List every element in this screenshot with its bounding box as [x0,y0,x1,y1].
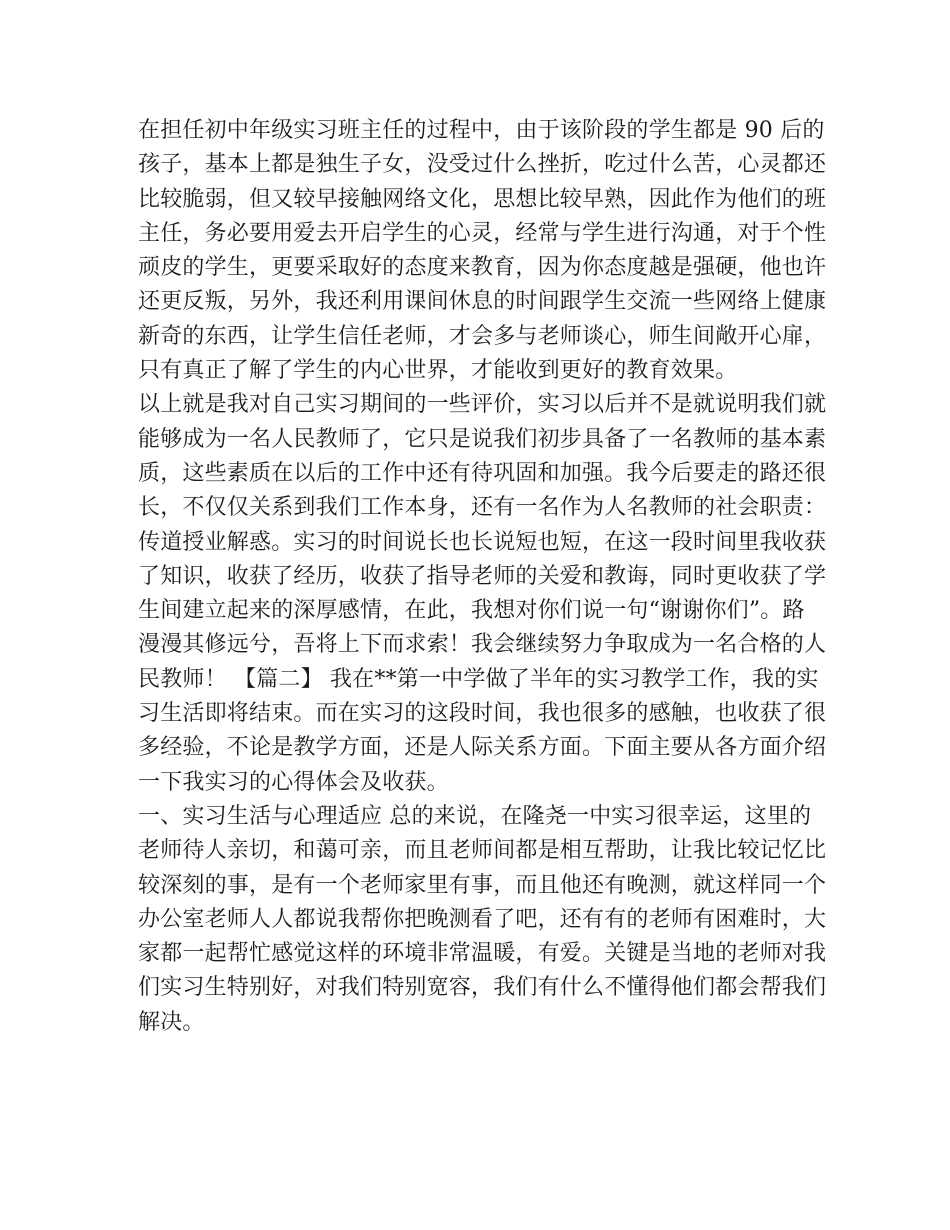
text-line: 在担任初中年级实习班主任的过程中，由于该阶段的学生都是 90 后的 [138,118,825,143]
text-line: 漫漫其修远兮，吾将上下而求索！我会继续努力争取成为一名合格的人 [138,632,827,658]
text-line: 解决。 [138,1009,205,1035]
text-line: 了知识，收获了经历，收获了指导老师的关爱和教诲，同时更收获了学 [138,563,827,589]
text-line: 较深刻的事，是有一个老师家里有事，而且他还有晚测，就这样同一个 [138,872,827,898]
text-line: 一、实习生活与心理适应 总的来说，在隆尧一中实习很幸运，这里的 [138,803,812,829]
text-line: 生间建立起来的深厚感情，在此，我想对你们说一句“谢谢你们”。路 [138,598,805,624]
text-line: 比较脆弱，但又较早接触网络文化，思想比较早熟，因此作为他们的班 [138,186,827,212]
text-line: 顽皮的学生，更要采取好的态度来教育，因为你态度越是强硬，他也许 [138,255,827,281]
text-line: 只有真正了解了学生的内心世界，才能收到更好的教育效果。 [138,358,738,384]
text-line: 传道授业解惑。实习的时间说长也长说短也短，在这一段时间里我收获 [138,529,827,555]
text-line: 还更反叛，另外，我还利用课间休息的时间跟学生交流一些网络上健康 [138,289,827,315]
text-line: 家都一起帮忙感觉这样的环境非常温暖，有爱。关键是当地的老师对我 [138,941,827,967]
text-line: 以上就是我对自己实习期间的一些评价，实习以后并不是就说明我们就 [138,392,827,418]
text-line: 多经验，不论是教学方面，还是人际关系方面。下面主要从各方面介绍 [138,735,827,761]
text-line: 主任，务必要用爱去开启学生的心灵，经常与学生进行沟通，对于个性 [138,220,827,246]
text-line: 一下我实习的心得体会及收获。 [138,769,449,795]
text-line: 质，这些素质在以后的工作中还有待巩固和加强。我今后要走的路还很 [138,460,827,486]
text-line: 办公室老师人人都说我帮你把晚测看了吧，还有有的老师有困难时，大 [138,906,827,932]
text-line: 老师待人亲切，和蔼可亲，而且老师间都是相互帮助，让我比较记忆比 [138,838,827,864]
text-line: 们实习生特别好，对我们特别宽容，我们有什么不懂得他们都会帮我们 [138,975,827,1001]
text-line: 能够成为一名人民教师了，它只是说我们初步具备了一名教师的基本素 [138,426,827,452]
text-line: 孩子，基本上都是独生子女，没受过什么挫折，吃过什么苦，心灵都还 [138,152,827,178]
text-line: 新奇的东西，让学生信任老师，才会多与老师谈心，师生间敞开心扉， [138,323,827,349]
body-text [138,114,828,1040]
text-line: 长，不仅仅关系到我们工作本身，还有一名作为人名教师的社会职责： [138,495,827,521]
text-line: 习生活即将结束。而在实习的这段时间，我也很多的感触，也收获了很 [138,701,827,727]
text-line: 民教师！ 【篇二】 我在**第一中学做了半年的实习教学工作，我的实 [138,666,819,692]
